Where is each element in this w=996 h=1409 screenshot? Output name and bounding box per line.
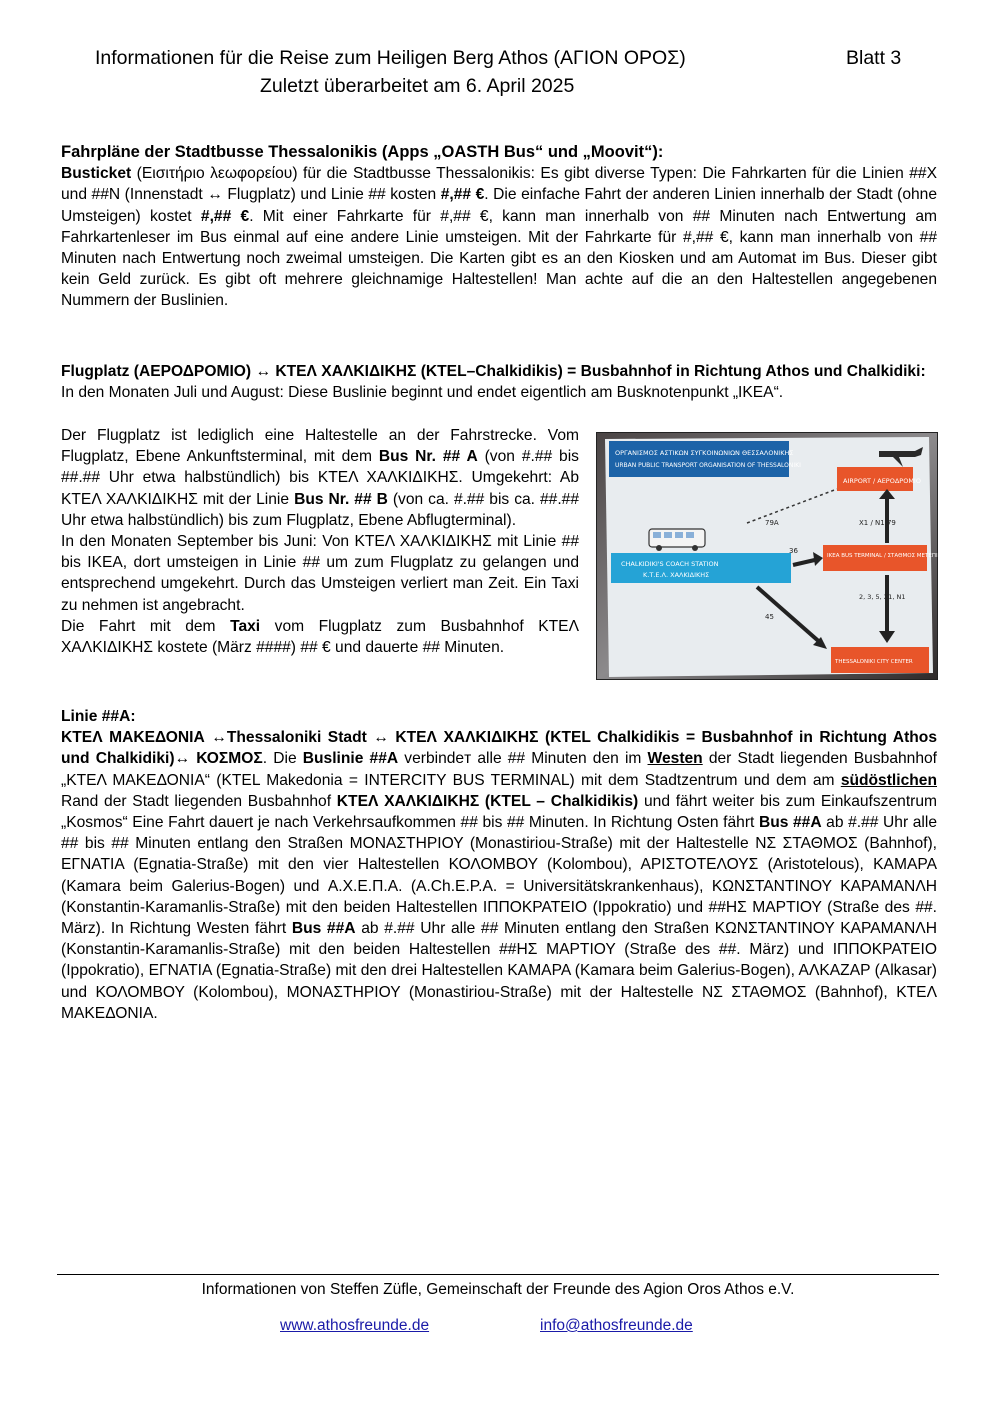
sheet-number: Blatt 3 <box>846 47 902 69</box>
line-text-6: ab #.## Uhr alle ## bis ## Minuten entlang den Straßen ΜΟΝΑΣΤΗΡΙΟΥ (Monastiriou-Straße) mit der Haltestelle ΝΣ ΣΤΑΘΜΟΣ (Bahnhof), ΕΓΝΑΤΙΑ (Egnatia-Straße) mit den vier Haltestellen ΚΟΛΟΜΒΟΥ (Kolombou), ΑΡΙΣΤΟΤΕΛΟΥΣ (Aristotelous), ΚΑΜΑΡΑ (Kamara beim Galerius-Bogen) und Α.Χ.Ε.Π.Α. (A.Ch.E.P.A. = Universitätskrankenhaus), ΚΩΝΣΤΑΝΤΙΝΟΥ ΚΑΡΑΜΑΝΛΗ (Konstantin-Karamanlis-Straße) mit den beiden Haltestellen ΙΠΠΟΚΡΑΤΕΙΟ (Ippokratio) und ##ΗΣ ΜΑΡΤΙΟΥ (Straße des ##. März). In Richtung Westen fährt <box>61 814 937 938</box>
footer-divider <box>57 1274 939 1275</box>
sign-line-x1: X1 / N1 79 <box>859 519 896 527</box>
line-label-3: Bus ##A <box>291 920 356 938</box>
bus-number-b: Bus Nr. ## B <box>294 490 388 508</box>
line-west: Westen <box>647 750 703 768</box>
airport-summer-line: In den Monaten Juli und August: Diese Buslinie beginnt und endet eigentlich am Busknotenpunkt „IKEA“. <box>61 384 784 402</box>
sign-city-box: THESSALONIKI CITY CENTER <box>835 659 913 665</box>
bus-ticket-text-2: . Die einfache Fahrt der anderen Linien innerhalb der Stadt (ohne Umsteigen) kostet <box>61 186 938 225</box>
bus-number-a: Bus Nr. ## A <box>378 448 478 466</box>
line-text-5: und fährt weiter bis zum Einkaufszentrum „Kosmos“ Eine Fahrt dauert je nach Verkehrsaufkommen ## bis ## Minuten. In Richtung Osten fährt <box>61 792 938 832</box>
transit-sign-photo <box>596 432 962 680</box>
airport-body <box>61 425 579 658</box>
last-updated: Zuletzt überarbeitet am 6. April 2025 <box>260 75 575 97</box>
bus-ticket-price-1: #,## € <box>440 186 485 204</box>
airport-paragraph-2: In den Monaten September bis Juni: Von ΚΤΕΛ ΧΑΛΚΙΔΙΚΗΣ mit Linie ## bis IKEA, dort umsteigen in Linie ## um zum Flugplatz zu gelangen und entsprechend umgekehrt. Durch das Umsteigen verliert man Zeit. Ein Taxi zu nehmen ist angebracht. <box>61 533 579 614</box>
airport-paragraph-1 <box>61 425 579 531</box>
bus-section-heading: Fahrpläne der Stadtbusse Thessalonikis (Apps „OASTH Bus“ und „Moovit“): <box>61 143 664 161</box>
line-ktel-chalkidikis: ΚΤΕΛ ΧΑΛΚΙΔΙΚΗΣ (KTEL – Chalkidikis) <box>336 792 639 810</box>
line-southeast: südöstlichen <box>840 771 937 789</box>
footer-credit: Informationen von Steffen Züfle, Gemeinschaft der Freunde des Agion Oros Athos e.V. <box>201 1281 795 1298</box>
bus-ticket-label: Busticket <box>61 165 132 183</box>
taxi-text-1: Die Fahrt mit dem <box>61 617 231 635</box>
sign-org-line-2: URBAN PUBLIC TRANSPORT ORGANISATION OF THESSALONIKI <box>615 462 801 469</box>
bus-ticket-section <box>61 142 937 312</box>
line-text-4: Rand der Stadt liegenden Busbahnhof <box>61 792 337 810</box>
line-text-1: . Die <box>262 750 303 768</box>
airport-section <box>61 361 937 403</box>
document-title: Informationen für die Reise zum Heiligen Berg Athos (ΑΓΙΟΝ ΟΡΟΣ) <box>95 47 686 69</box>
sign-airport-box: AIRPORT / ΑΕΡΟΔΡΟΜΙΟ <box>843 477 921 485</box>
taxi-label: Taxi <box>230 617 261 635</box>
sign-lines-multi: 2, 3, 5, X1, N1 <box>859 593 906 601</box>
sign-org-line-1: ΟΡΓΑΝΙΣΜΟΣ ΑΣΤΙΚΩΝ ΣΥΓΚΟΙΝΩΝΙΩΝ ΘΕΣΣΑΛΟΝΙΚΗΣ <box>615 449 794 457</box>
sign-line-79a: 79A <box>765 519 779 527</box>
email-link[interactable]: info@athosfreunde.de <box>540 1317 693 1334</box>
bus-ticket-paragraph <box>61 163 937 311</box>
airport-text-3: (von ca. #.## bis ca. ##.## Uhr etwa halbstündlich) bis zum Flugplatz, Ebene Abflugterminal). <box>61 490 579 529</box>
website-link[interactable]: www.athosfreunde.de <box>280 1317 430 1334</box>
airport-text-1: Der Flugplatz ist lediglich eine Haltestelle an der Fahrstrecke. Vom Flugplatz, Ebene Ankunftsterminal, mit dem <box>61 427 579 466</box>
line-text-2: verbindeт alle ## Minuten den im <box>398 750 648 768</box>
line-text-7: ab #.## Uhr alle ## Minuten entlang den Straßen ΚΩΝΣΤΑΝΤΙΝΟΥ ΚΑΡΑΜΑΝΛΗ (Konstantin-Karamanlis-Straße) mit den beiden Haltestellen ##ΗΣ ΜΑΡΤΙΟΥ (Straße des ##. März) und ΙΠΠΟΚΡΑΤΕΙΟ (Ippokratio), ΕΓΝΑΤΙΑ (Egnatia-Straße) mit den drei Haltestellen ΚΑΜΑΡΑ (Kamara beim Galerius-Bogen), ΑΛΚΑΖΑΡ (Alkasar) und ΚΟΛΟΜΒΟΥ (Kolombou), ΜΟΝΑΣΤΗΡΙΟΥ (Monastiriou-Straße) mit der Haltestelle ΝΣ ΣΤΑΘΜΟΣ (Bahnhof), ΚΤΕΛ ΜΑΚΕΔΟΝΙΑ. <box>61 920 937 1022</box>
line-section-heading: Linie ##A: <box>61 708 136 725</box>
line-label-2: Bus ##A <box>758 814 822 832</box>
airport-section-heading: Flugplatz (ΑΕΡΟΔΡΟΜΙΟ) ↔ ΚΤΕΛ ΧΑΛΚΙΔΙΚΗΣ (KTEL–Chalkidikis) = Busbahnhof in Richtung Athos und Chalkidiki: <box>61 363 926 380</box>
sign-coach-box-2: Κ.Τ.Ε.Λ. ΧΑΛΚΙΔΙΚΗΣ <box>643 571 710 579</box>
bus-ticket-price-2: #,## € <box>200 207 250 225</box>
line-label-1: Buslinie ##A <box>302 750 399 768</box>
transit-sign-illustration <box>597 433 962 679</box>
sign-line-45: 45 <box>765 613 774 621</box>
line-text-3: der Stadt liegenden Busbahnhof „ΚΤΕΛ ΜΑΚΕΔΟΝΙΑ“ (KTEL Makedonia = INTERCITY BUS TERMINAL) mit dem Stadtzentrum und dem am <box>61 750 938 789</box>
sign-ikea-box: IKEA BUS TERMINAL / ΣΤΑΘΜΟΣ ΜΕΤΕΠΙΒΙΒΑΣΗΣ <box>827 553 962 559</box>
line-route: ΚΤΕΛ ΜΑΚΕΔΟΝΙΑ ↔Thessaloniki Stadt ↔ ΚΤΕΛ ΧΑΛΚΙΔΙΚΗΣ (KTEL Chalkidikis = Busbahnhof in Richtung Athos und Chalkidiki)↔ ΚΟΣΜΟΣ <box>61 729 937 768</box>
taxi-text-2: vom Flugplatz zum Busbahnhof ΚΤΕΛ ΧΑΛΚΙΔΙΚΗΣ kostete (März ####) ## € und dauerte ## Minuten. <box>61 617 579 657</box>
sign-line-36: 36 <box>789 547 798 555</box>
bus-ticket-text-1: (Εισιτήριο λεωφορείου) für die Stadtbusse Thessalonikis: Es gibt diverse Typen: Die Fahrkarten für die Linien ##X und ##N (Innenstadt ↔ Flugplatz) und Linie ## kosten <box>61 165 937 204</box>
line-paragraph <box>61 727 937 1024</box>
sign-coach-box-1: CHALKIDIKI'S COACH STATION <box>621 560 719 568</box>
bus-ticket-text-3: . Mit einer Fahrkarte für #,## €, kann man innerhalb von ## Minuten nach Entwertung am Fahrkartenleser im Bus einmal auf eine andere Linie umsteigen. Mit der Fahrkarte für #,## €, kann man innerhalb von ## Minuten nach Entwertung noch zweimal umsteigen. Die Karten gibt es an den Kiosken und am Automat im Bus. Dieser gibt kein Geld zurück. Es gibt oft mehrere gleichnamige Haltestellen! Man achte auf die an den Haltestellen angegebenen Nummern der Buslinien. <box>61 207 937 310</box>
line-section <box>61 706 937 1024</box>
airport-text-2: (von #.## bis ##.## Uhr etwa halbstündlich) bis ΚΤΕΛ ΧΑΛΚΙΔΙΚΗΣ. Umgekehrt: Ab ΚΤΕΛ ΧΑΛΚΙΔΙΚΗΣ mit der Linie <box>61 448 579 508</box>
airport-paragraph-3 <box>61 616 579 658</box>
